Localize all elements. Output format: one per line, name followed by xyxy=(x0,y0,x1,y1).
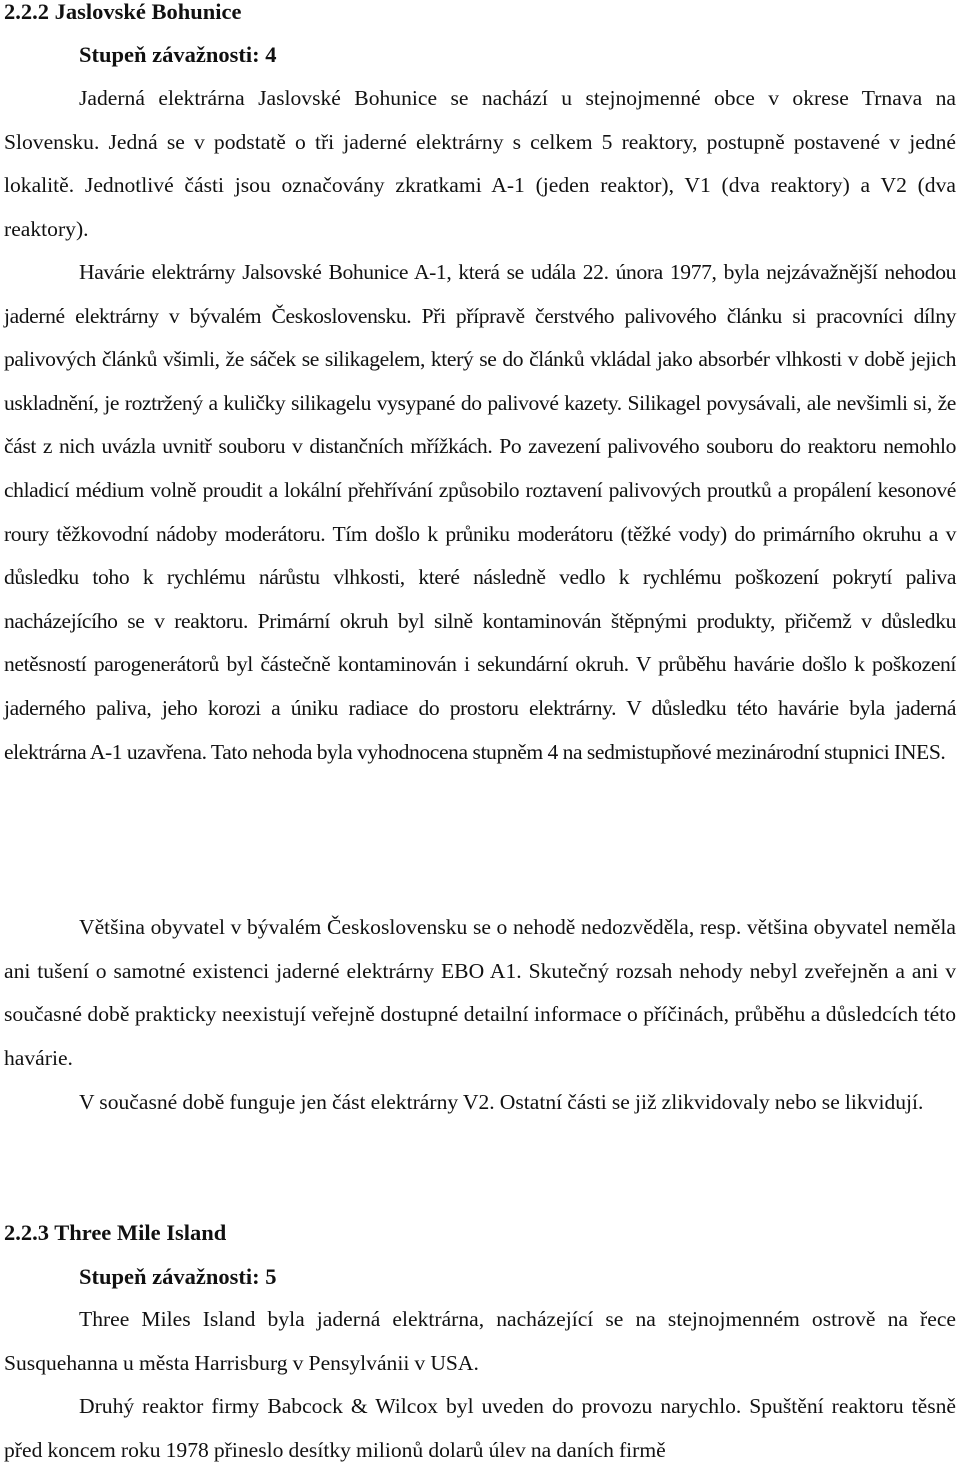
paragraph-block-3 xyxy=(4,906,956,1080)
section-three-mile-island xyxy=(4,1221,956,1245)
paragraph-block-4 xyxy=(4,1081,956,1125)
severity-block xyxy=(4,43,956,67)
paragraph: V současné době funguje jen část elektrárny V2. Ostatní části se již zlikvidovaly nebo se likvidují. xyxy=(79,1090,924,1114)
severity-block-2 xyxy=(4,1265,956,1289)
paragraph-block-2 xyxy=(4,251,956,774)
paragraph-block-6 xyxy=(4,1385,956,1472)
paragraph: Jaderná elektrárna Jaslovské Bohunice se nachází u stejnojmenné obce v okrese Trnava na Slovensku. Jedná se v podstatě o tři jaderné elektrárny s celkem 5 reaktory, postupně postavené v jedné lokalitě. Jednotlivé části jsou označovány zkratkami A-1 (jeden reaktor), V1 (dva reaktory) a V2 (dva reaktory). xyxy=(4,86,956,241)
paragraph: Havárie elektrárny Jalsovské Bohunice A-1, která se udála 22. února 1977, byla nejzávažnější nehodou jaderné elektrárny v bývalém Československu. Při přípravě čerstvého palivového článku si pracovníci dílny palivových článků všimli, že sáček se silikagelem, který se do článků vkládal jako absorbér vlhkosti v době jejich uskladnění, je roztržený a kuličky silikagelu vysypané do palivové kazety. Silikagel povysávali, ale nevšimli si, že část z nich uvázla uvnitř souboru v distančních mřížkách. Po zavezení palivového souboru do reaktoru nemohlo chladicí médium volně proudit a lokální přehřívání způsobilo roztavení palivových proutků a propálení kesonové roury těžkovodní nádoby moderátoru. Tím došlo k průniku moderátoru (těžké vody) do primárního okruhu a v důsledku toho k rychlému nárůstu vlhkosti, které následně vedlo k rychlému poškození pokrytí paliva nacházejícího se v reaktoru. Primární okruh byl silně kontaminován štěpnými produkty, přičemž v důsledku netěsností parogenerátorů byl částečně kontaminován i sekundární okruh. V průběhu havárie došlo k poškození jaderného paliva, jeho korozi a úniku radiace do prostoru elektrárny. V důsledku této havárie byla jaderná elektrárna A-1 uzavřena. Tato nehoda byla vyhodnocena stupněm 4 na sedmistupňové mezinárodní stupnici INES. xyxy=(4,260,956,764)
section-heading: 2.2.3 Three Mile Island xyxy=(4,1220,227,1245)
severity-level: Stupeň závažnosti: 5 xyxy=(79,1264,277,1289)
section-jaslovske-bohunice xyxy=(4,0,956,24)
severity-level: Stupeň závažnosti: 4 xyxy=(79,42,277,67)
paragraph: Většina obyvatel v bývalém Československu se o nehodě nedozvěděla, resp. většina obyvatel neměla ani tušení o samotné existenci jaderné elektrárny EBO A1. Skutečný rozsah nehody nebyl zveřejněn a ani v současné době prakticky neexistují veřejně dostupné detailní informace o příčinách, průběhu a důsledcích této havárie. xyxy=(4,915,956,1070)
paragraph-block-5 xyxy=(4,1298,956,1385)
paragraph-block-1 xyxy=(4,77,956,251)
section-heading: 2.2.2 Jaslovské Bohunice xyxy=(4,0,242,24)
paragraph: Three Miles Island byla jaderná elektrárna, nacházející se na stejnojmenném ostrově na řece Susquehanna u města Harrisburg v Pensylvánii v USA. xyxy=(4,1307,956,1375)
paragraph: Druhý reaktor firmy Babcock & Wilcox byl uveden do provozu narychlo. Spuštění reaktoru těsně před koncem roku 1978 přineslo desítky milionů dolarů úlev na daních firmě xyxy=(4,1394,956,1462)
